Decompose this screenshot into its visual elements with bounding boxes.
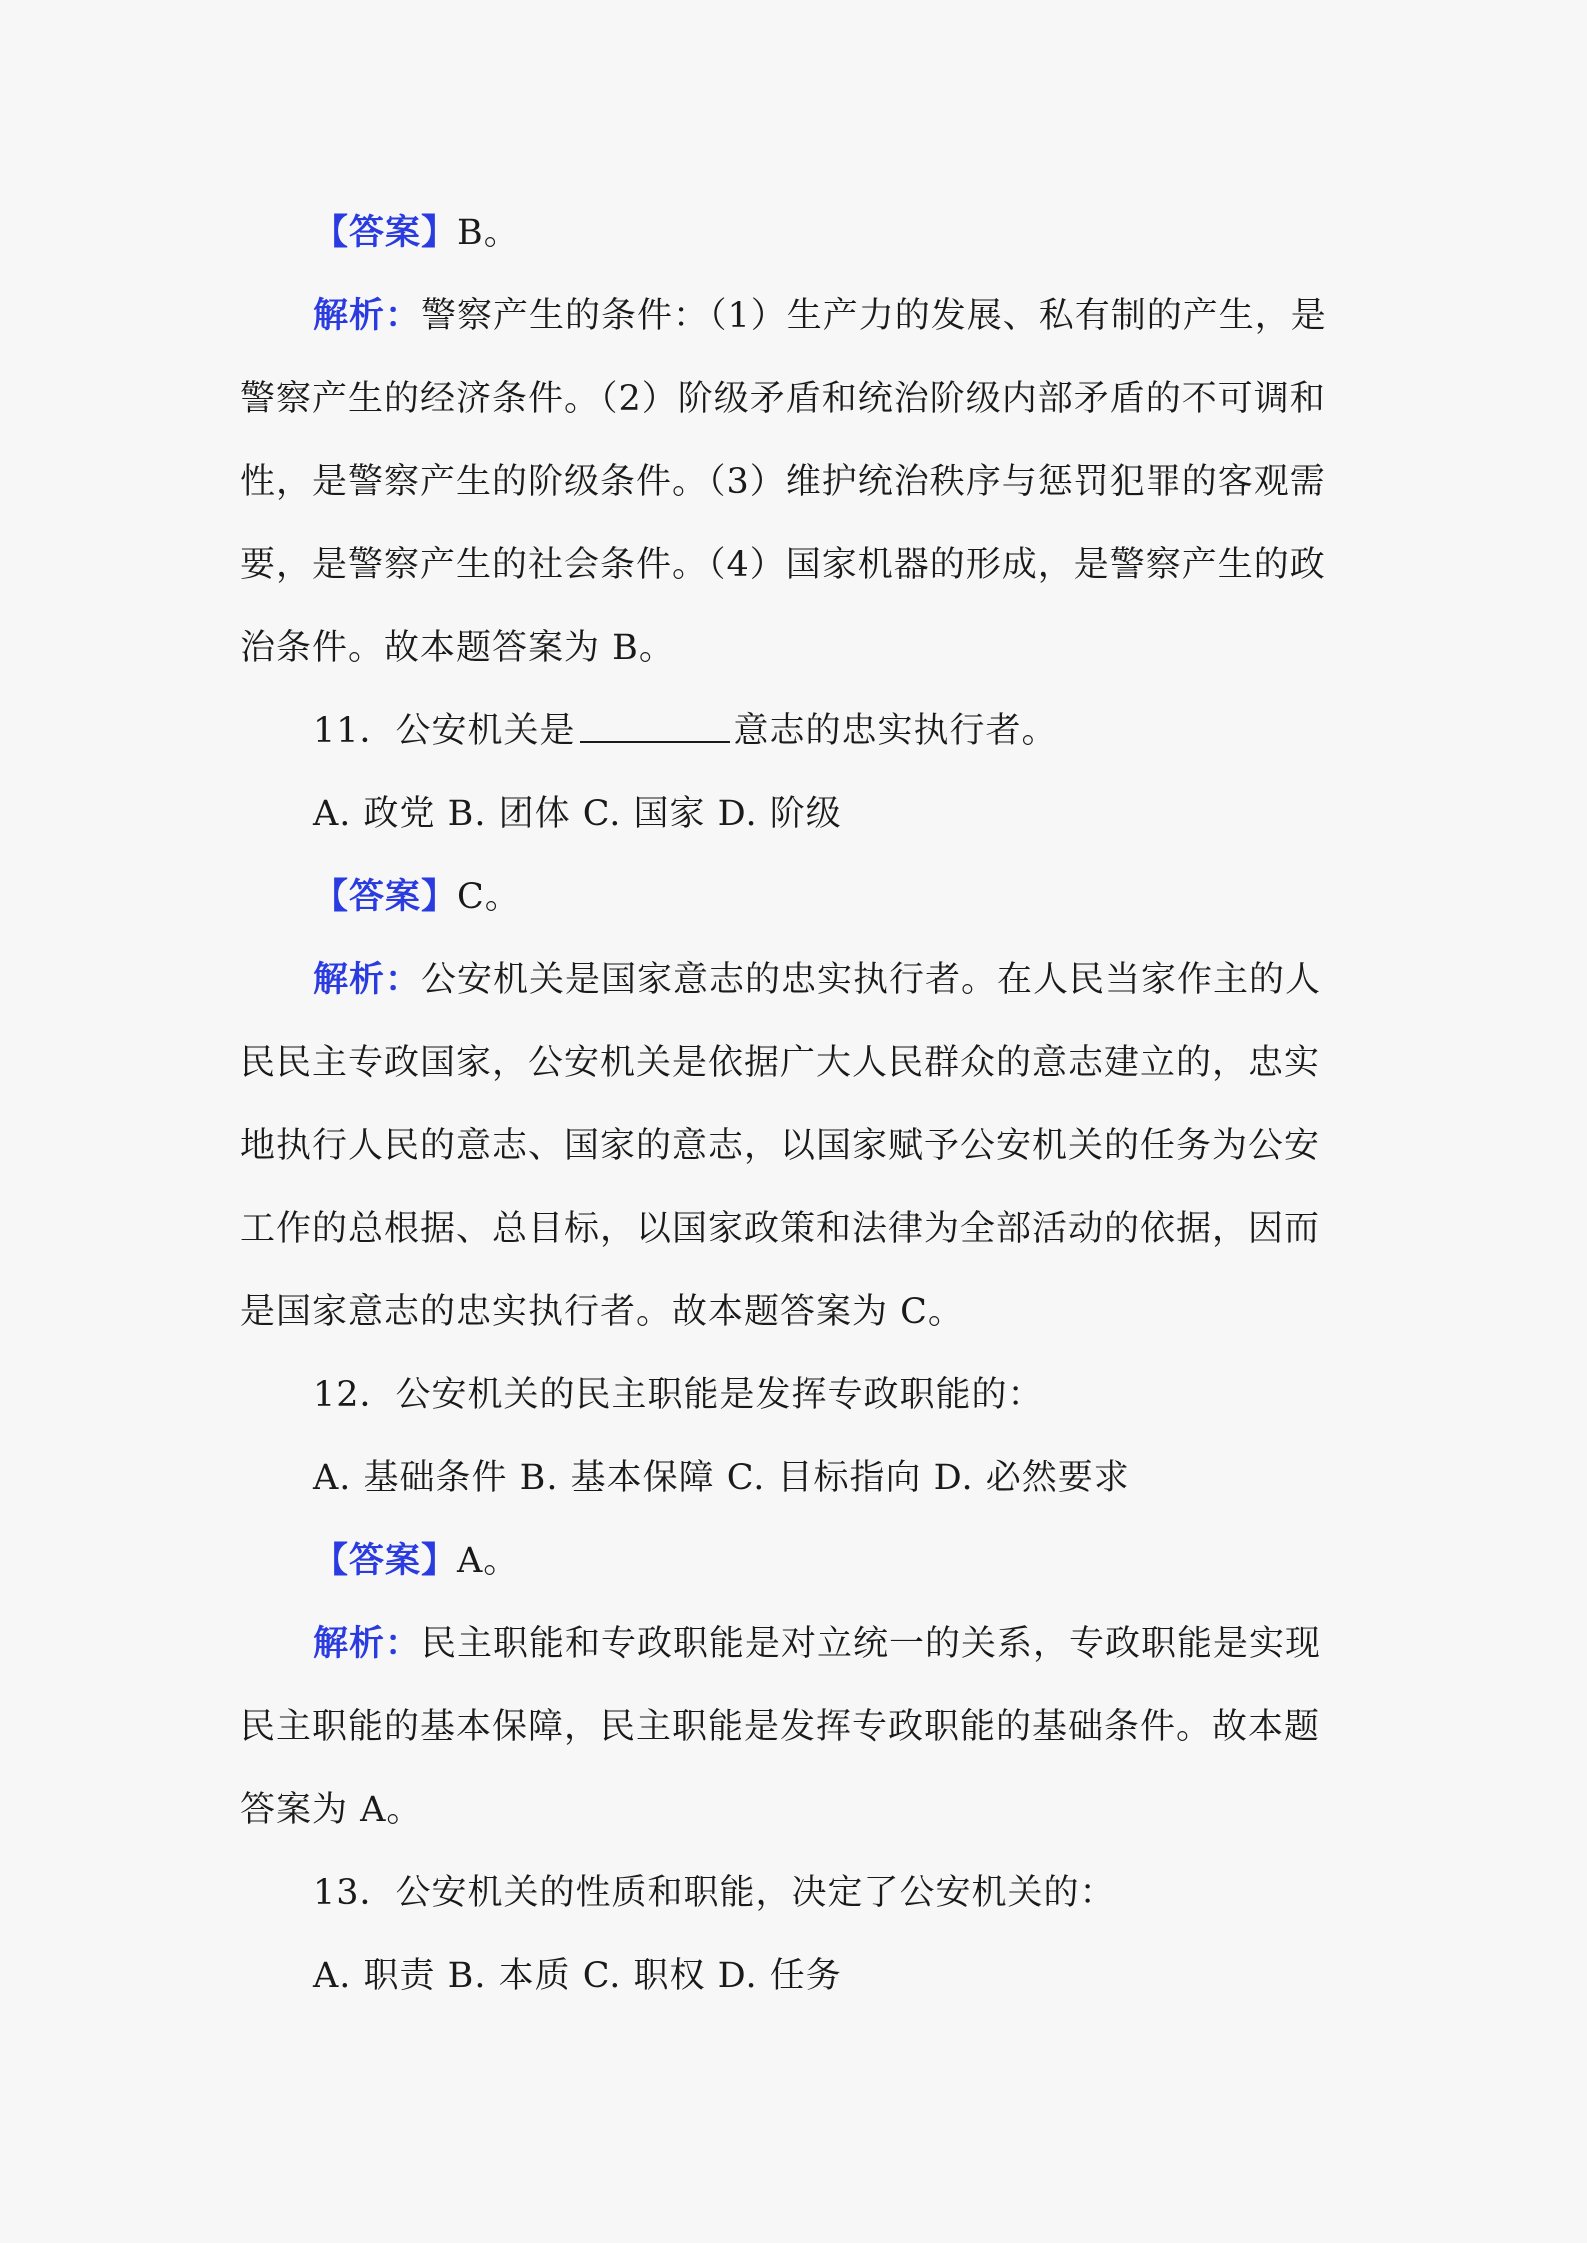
analysis-line: 民主职能的基本保障，民主职能是发挥专政职能的基础条件。故本题 <box>240 1707 1321 1747</box>
options-q12: A. 基础条件 B. 基本保障 C. 目标指向 D. 必然要求 <box>313 1458 1130 1498</box>
answer-value: A。 <box>457 1541 520 1581</box>
question-q11 <box>313 701 1423 761</box>
analysis-line: 答案为 A。 <box>240 1790 423 1830</box>
fill-in-blank <box>580 701 730 743</box>
answer-value: B。 <box>457 213 520 253</box>
analysis-label: 解析： <box>313 296 422 336</box>
question-text-pre: 11．公安机关是 <box>313 711 576 751</box>
analysis-line: 要，是警察产生的社会条件。（4）国家机器的形成，是警察产生的政 <box>240 545 1326 585</box>
question-text-post: 意志的忠实执行者。 <box>733 711 1058 751</box>
analysis-label: 解析： <box>313 1624 422 1664</box>
analysis-line: 民民主专政国家，公安机关是依据广大人民群众的意志建立的，忠实 <box>240 1043 1321 1083</box>
analysis-line: 性，是警察产生的阶级条件。（3）维护统治秩序与惩罚犯罪的客观需 <box>240 462 1326 502</box>
answer-value: C。 <box>457 877 521 917</box>
question-q13: 13．公安机关的性质和职能，决定了公安机关的： <box>313 1873 1116 1913</box>
options-q13: A. 职责 B. 本质 C. 职权 D. 任务 <box>313 1956 842 1996</box>
analysis-line <box>313 286 1423 346</box>
question-q12: 12．公安机关的民主职能是发挥专政职能的： <box>313 1375 1044 1415</box>
analysis-text: 民主职能和专政职能是对立统一的关系，专政职能是实现 <box>421 1624 1322 1664</box>
analysis-text: 公安机关是国家意志的忠实执行者。在人民当家作主的人 <box>421 960 1322 1000</box>
answer-label: 【答案】 <box>313 1541 458 1581</box>
answer-label: 【答案】 <box>313 213 458 253</box>
answer-label: 【答案】 <box>313 877 458 917</box>
options-q11: A. 政党 B. 团体 C. 国家 D. 阶级 <box>313 794 842 834</box>
analysis-line: 警察产生的经济条件。（2）阶级矛盾和统治阶级内部矛盾的不可调和 <box>240 379 1326 419</box>
analysis-line: 地执行人民的意志、国家的意志，以国家赋予公安机关的任务为公安 <box>240 1126 1321 1166</box>
analysis-line <box>313 1614 1423 1674</box>
answer-line-q10 <box>313 203 1423 263</box>
analysis-line: 是国家意志的忠实执行者。故本题答案为 C。 <box>240 1292 964 1332</box>
analysis-line <box>313 950 1423 1010</box>
analysis-label: 解析： <box>313 960 422 1000</box>
analysis-line: 治条件。故本题答案为 B。 <box>240 628 675 668</box>
answer-line-q11 <box>313 867 1423 927</box>
analysis-line: 工作的总根据、总目标，以国家政策和法律为全部活动的依据，因而 <box>240 1209 1321 1249</box>
analysis-text: 警察产生的条件：（1）生产力的发展、私有制的产生，是 <box>421 296 1327 336</box>
answer-line-q12 <box>313 1531 1423 1591</box>
